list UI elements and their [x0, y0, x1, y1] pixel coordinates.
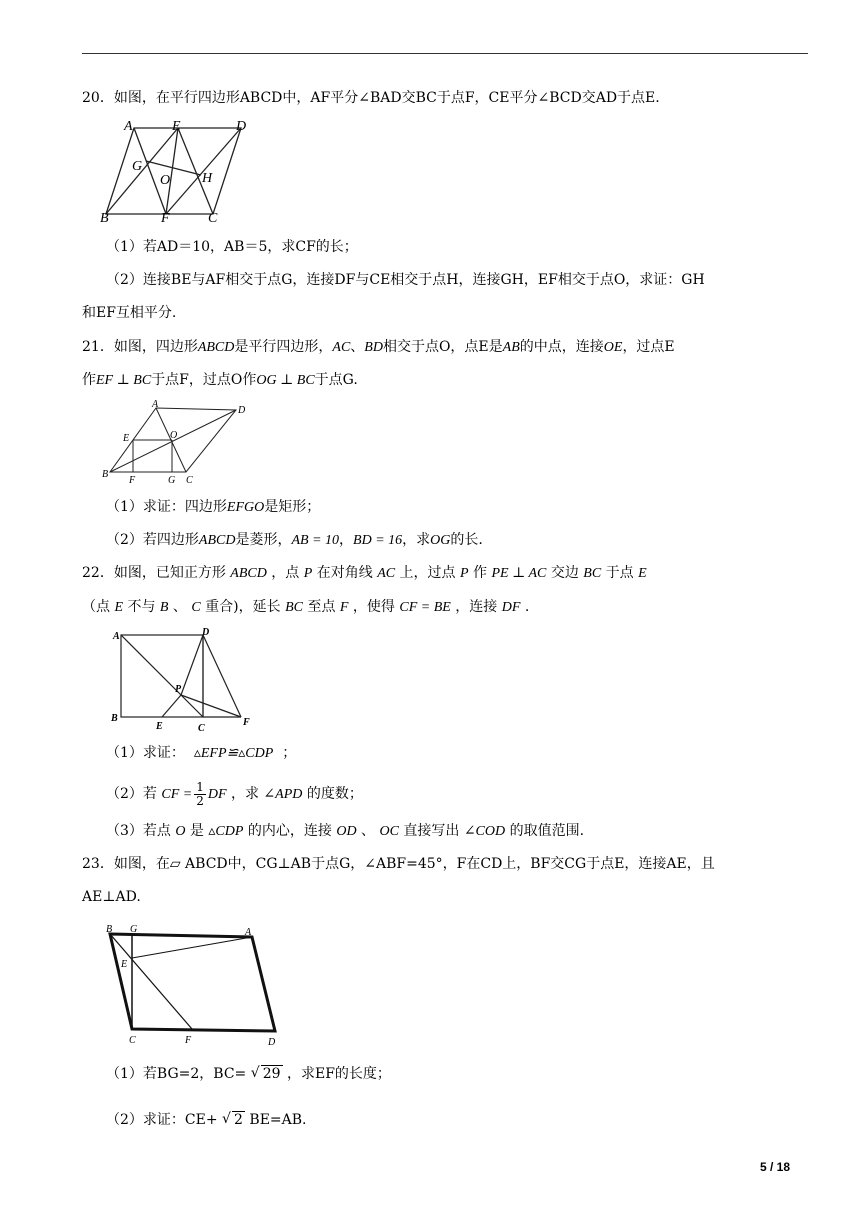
- header-rule: [82, 53, 808, 54]
- p21-label-c: C: [186, 475, 193, 486]
- p21-label-d: D: [238, 405, 246, 416]
- p23-label-f: F: [185, 1035, 192, 1046]
- p21-q1: （1）求证：四边形EFGO是矩形；: [106, 499, 321, 515]
- math-term: ▵CDP: [208, 824, 244, 839]
- p23-label-g: G: [130, 924, 138, 935]
- text-segment: .: [520, 599, 530, 615]
- text-segment: 于点: [601, 565, 639, 581]
- math-term: BC: [583, 566, 602, 581]
- text-segment: 、: [356, 823, 380, 839]
- math-term: E: [114, 600, 124, 615]
- p22-label-a: A: [113, 631, 120, 642]
- page-number: 5 / 18: [759, 1160, 790, 1174]
- p22-label-d: D: [202, 627, 210, 638]
- p22-q3: [106, 821, 584, 842]
- math-term: BC: [285, 600, 303, 615]
- p22-label-b: B: [111, 713, 118, 724]
- text-segment: 交边: [546, 565, 584, 581]
- text-segment: 22．如图，已知正方形: [82, 565, 231, 581]
- p23-q2: （2）求证：CE+ √ 2 BE=AB.: [106, 1110, 307, 1130]
- math-term: O: [175, 824, 186, 839]
- p21-figure: [98, 398, 258, 488]
- math-term: E: [638, 566, 647, 581]
- p20-q1: （1）若AD＝10，AB＝5，求CF的长；: [106, 239, 358, 255]
- math-term: P: [303, 566, 313, 581]
- p20-figure: [96, 118, 256, 228]
- math-term: ∠COD: [463, 824, 506, 839]
- p21-stem-line2: 作EF ⊥ BC于点F，过点O作OG ⊥ BC于点G.: [82, 372, 358, 388]
- p22-q1: （1）求证： ▵EFP≌▵CDP ；: [106, 745, 297, 761]
- p23-stem-line1: 23．如图，在▱ ABCD中，CG⊥AB于点G，∠ABF=45°，F在CD上，BF交CG于点E，连接AE，且: [82, 856, 715, 872]
- p20-label-b: B: [100, 211, 109, 226]
- math-term: AC: [377, 566, 396, 581]
- math-term: CF = BE: [399, 600, 451, 615]
- text-segment: 的内心，连接: [243, 823, 337, 839]
- p23-label-d: D: [268, 1037, 276, 1047]
- p22-q2: （2）若 CF = $\frac{1}{2}$ DF ，求 ∠APD 的度数；: [106, 779, 363, 808]
- text-segment: （点: [82, 599, 115, 615]
- p20-q2-line2: 和EF互相平分.: [82, 305, 177, 321]
- text-segment: 直接写出: [398, 823, 464, 839]
- text-segment: ，连接: [450, 599, 502, 615]
- p21-stem-line1: 21．如图，四边形ABCD是平行四边形，AC、BD相交于点O，点E是AB的中点，连接OE，过点E: [82, 339, 675, 355]
- text-segment: 是: [185, 823, 209, 839]
- math-term: B: [159, 600, 169, 615]
- math-term: ABCD: [230, 566, 267, 581]
- p21-label-o: O: [170, 430, 178, 441]
- p22-stem-line1: [82, 563, 647, 584]
- text-segment: ，使得: [348, 599, 400, 615]
- p23-q1: （1）若BG=2，BC= √ 29 ，求EF的长度；: [106, 1064, 391, 1084]
- math-term: P: [460, 566, 469, 581]
- text-segment: 在对角线: [312, 565, 378, 581]
- math-term: PE ⊥ AC: [491, 566, 547, 581]
- text-segment: 不与: [123, 599, 160, 615]
- p20-label-g: G: [132, 159, 143, 174]
- p22-label-c: C: [198, 723, 205, 734]
- p23-label-c: C: [129, 1035, 136, 1046]
- text-segment: 、: [168, 599, 192, 615]
- p20-label-e: E: [172, 119, 181, 134]
- p23-label-a: A: [245, 927, 252, 938]
- math-term: OC: [379, 824, 399, 839]
- text-segment: 重合)，延长: [200, 599, 286, 615]
- p20-label-f: F: [161, 211, 170, 226]
- text-segment: 作: [468, 565, 492, 581]
- p23-label-b: B: [106, 924, 113, 935]
- p22-label-e: E: [156, 721, 163, 732]
- p23-stem-line2: AE⊥AD.: [82, 889, 141, 905]
- text-segment: 的取值范围.: [505, 823, 585, 839]
- p20-label-d: D: [236, 119, 247, 134]
- p21-label-e: E: [123, 433, 130, 444]
- p21-label-a: A: [152, 399, 159, 410]
- text-segment: ，点: [266, 565, 304, 581]
- p20-label-a: A: [124, 119, 133, 134]
- p21-q2: （2）若四边形ABCD是菱形，AB = 10，BD = 16，求OG的长.: [106, 532, 483, 548]
- p22-label-f: F: [243, 717, 250, 728]
- math-term: F: [339, 600, 349, 615]
- p23-figure: [100, 922, 290, 1047]
- p21-label-b: B: [102, 469, 109, 480]
- p21-label-f: F: [129, 475, 136, 486]
- p22-figure: [105, 625, 265, 735]
- p22-label-p: P: [175, 684, 182, 695]
- p20-label-o: O: [160, 173, 171, 188]
- math-term: OD: [336, 824, 357, 839]
- p22-stem-line2: [82, 597, 529, 618]
- p20-label-h: H: [202, 171, 213, 186]
- text-segment: （3）若点: [106, 823, 176, 839]
- p20-label-c: C: [208, 211, 218, 226]
- text-segment: 上，过点: [395, 565, 460, 581]
- p20-q2-line1: （2）连接BE与AF相交于点G，连接DF与CE相交于点H，连接GH，EF相交于点O，求证：GH: [106, 272, 705, 288]
- p20-stem: 20．如图，在平行四边形ABCD中，AF平分∠BAD交BC于点F，CE平分∠BCD交AD于点E.: [82, 90, 660, 106]
- math-term: DF: [501, 600, 521, 615]
- p23-label-e: E: [121, 959, 128, 970]
- p21-label-g: G: [168, 475, 176, 486]
- text-segment: 至点: [303, 599, 340, 615]
- math-term: C: [191, 600, 201, 615]
